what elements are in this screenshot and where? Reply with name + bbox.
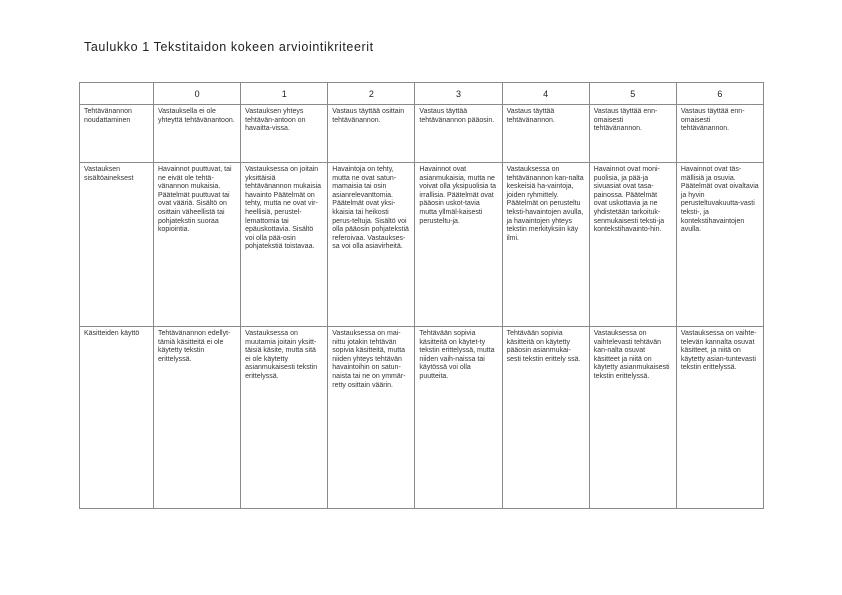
rubric-cell: Vastaus täyttää tehtävänannon pääosin. (415, 105, 502, 163)
rubric-cell: Vastauksessa on muutamia joitain yksitt-täisiä käsite, mutta sitä ei ole käytetty asianmukaisesti tekstin erittelyssä. (241, 327, 328, 509)
criterion-row-task (80, 105, 764, 163)
criterion-row-content (80, 163, 764, 327)
rubric-cell: Vastauksessa on tehtävänannon kan-nalta keskeisiä ha-vaintoja, joiden ryhmittely. Päätelmät on perusteltu teksti-havaintojen avulla, ja havaintojen yhteys tekstin merkityksiin käy ilmi. (502, 163, 589, 327)
criterion-row-concepts (80, 327, 764, 509)
rubric-cell: Vastaus täyttää enn-omaisesti tehtävänannon. (676, 105, 763, 163)
rubric-cell: Havainnot ovat täs-mällisiä ja osuvia. Päätelmät ovat oivaltavia ja hyvin perusteltuvakuutta-vasti teksti-, ja kontekstihavaintojen avulla. (676, 163, 763, 327)
rubric-cell: Vastauksen yhteys tehtävän-antoon on havaitta-vissa. (241, 105, 328, 163)
score-header-2: 2 (328, 83, 415, 105)
rubric-cell: Havainnot puuttuvat, tai ne eivät ole tehtä-vänannon mukaisia. Päätelmät puuttuvat tai ovat vääriä. Sisältö on osittain väheellistä tai pohjatekstin suoraa kopiointia. (154, 163, 241, 327)
rubric-cell: Tehtävään sopivia käsitteitä on käytet-ty tekstin erittelyssä, mutta niiden vaih-naissa tai käytössä voi olla puutteita. (415, 327, 502, 509)
rubric-cell: Tehtävään sopivia käsitteitä on käytetty pääosin asianmukai-sesti tekstin erittely ssä. (502, 327, 589, 509)
header-corner-cell (80, 83, 154, 105)
score-header-5: 5 (589, 83, 676, 105)
rubric-cell: Havainnot ovat asianmukaisia, mutta ne voivat olla yksipuolisia ta irrallisia. Päätelmät ovat pääosin uskot-tavia mutta yllmäl-kaisesti perusteltu-ja. (415, 163, 502, 327)
score-header-1: 1 (241, 83, 328, 105)
criterion-label: Tehtävänannon noudattaminen (80, 105, 154, 163)
rubric-cell: Vastaus täyttää enn-omaisesti tehtävänannon. (589, 105, 676, 163)
rubric-cell: Vastauksessa on vaihtelevasti tehtävän kan-nalta osuvat käsitteet ja niitä on käytetty asianmukaisesti tekstin erittelyssä. (589, 327, 676, 509)
score-header-6: 6 (676, 83, 763, 105)
criterion-label: Käsitteiden käyttö (80, 327, 154, 509)
rubric-cell: Havainnot ovat moni-puolisia, ja pää-ja sivuasiat ovat tasa-painossa. Päätelmät ovat uskottavia ja ne yhdistetään tarkoituk-senmukaisesti teksti-ja kontekstihavainto-hin. (589, 163, 676, 327)
score-header-3: 3 (415, 83, 502, 105)
score-header-row (80, 83, 764, 105)
rubric-cell: Vastauksessa on vaihte-televän kannalta osuvat käsitteet, ja niitä on käytetty asian-tuntevasti tekstin erittelyssä. (676, 327, 763, 509)
page-title: Taulukko 1 Tekstitaidon kokeen arviointikriteerit (84, 40, 374, 54)
rubric-cell: Tehtävänannon edellyt-tämiä käsitteitä ei ole käytetty tekstin erittelyssä. (154, 327, 241, 509)
rubric-cell: Vastauksessa on mai-nittu jotakin tehtävän sopivia käsitteitä, mutta niiden yhteys tehtävän havaintoihin on satun-naista tai ne on ymmär-retty osittain väärin. (328, 327, 415, 509)
score-header-4: 4 (502, 83, 589, 105)
rubric-cell: Vastauksessa on joitain yksittäisiä tehtävänannon mukaisia havainto Päätelmät on tehty, mutta ne ovat vir-heellisiä, perustel-lemattomia tai epäuskottavia. Sisältö voi olla pää-osin pohjatekstiä toistavaa. (241, 163, 328, 327)
rubric-cell: Vastaus täyttää tehtävänannon. (502, 105, 589, 163)
criterion-label: Vastauksen sisältöaineksest (80, 163, 154, 327)
score-header-0: 0 (154, 83, 241, 105)
rubric-cell: Havaintoja on tehty, mutta ne ovat satun-mamaisia tai osin asianrelevanttomia. Päätelmät ovat yksi-kkaisia tai heikosti perus-teltuja. Sisältö voi olla pääosin pohjatekstiä referoivaa. Vastaukses-sa voi olla asiavirheitä. (328, 163, 415, 327)
rubric-cell: Vastauksella ei ole yhteyttä tehtävänantoon. (154, 105, 241, 163)
rubric-table (79, 82, 764, 509)
rubric-cell: Vastaus täyttää osittain tehtävänannon. (328, 105, 415, 163)
